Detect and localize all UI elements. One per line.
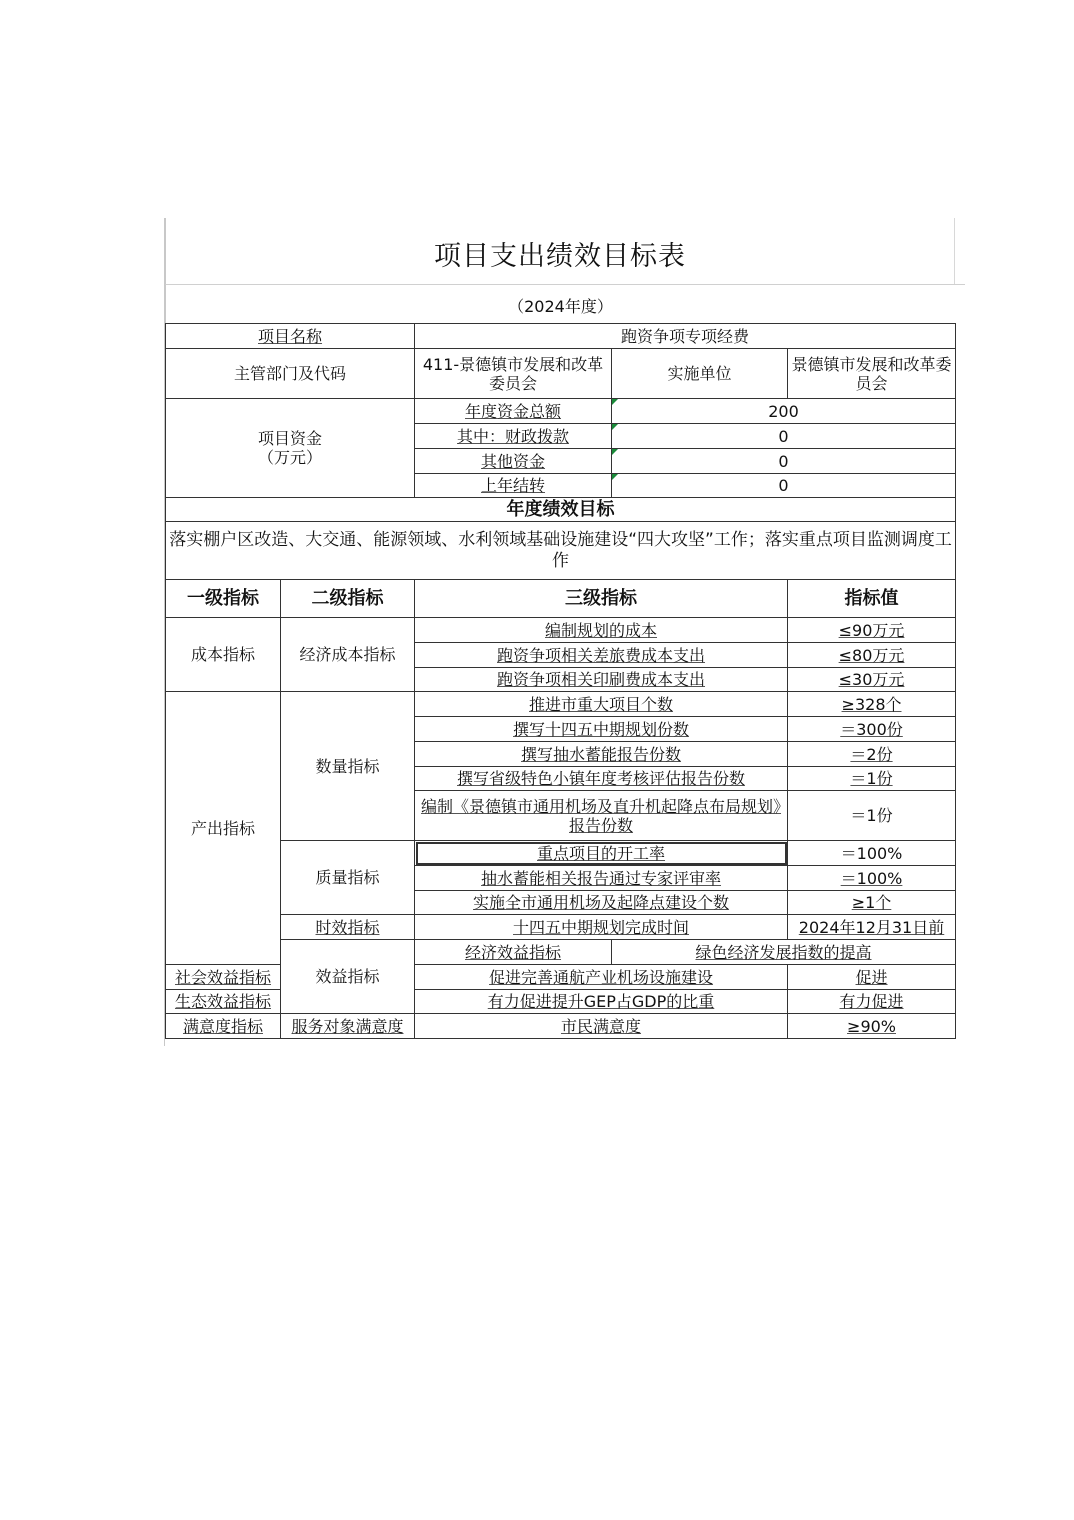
fund-row-value[interactable]: 0: [612, 474, 956, 498]
indicator-value[interactable]: 促进: [788, 965, 956, 990]
level1-cost: 成本指标: [166, 618, 281, 692]
header-level2: 二级指标: [281, 580, 415, 618]
header-value: 指标值: [788, 580, 956, 618]
level2-social-benefit: 社会效益指标: [166, 965, 281, 990]
fund-row-value[interactable]: 0: [612, 424, 956, 449]
indicator-value[interactable]: ≤80万元: [788, 643, 956, 668]
indicator-value[interactable]: ≤90万元: [788, 618, 956, 643]
header-level1: 一级指标: [166, 580, 281, 618]
indicator-name[interactable]: 市民满意度: [415, 1014, 788, 1039]
fund-row-value[interactable]: 200: [612, 399, 956, 424]
indicator-value[interactable]: ≥90%: [788, 1014, 956, 1039]
level1-satisfaction: 满意度指标: [166, 1014, 281, 1039]
header-level3: 三级指标: [415, 580, 788, 618]
target-table: [165, 323, 956, 1039]
indicator-value[interactable]: ＝1份: [788, 791, 956, 841]
sheet-right-gridline: [955, 284, 965, 285]
indicator-name-selected-cell[interactable]: 重点项目的开工率: [415, 841, 788, 866]
title-area: [165, 218, 955, 284]
funds-label-line1: 项目资金: [258, 429, 323, 448]
indicator-name[interactable]: 促进完善通航产业机场设施建设: [415, 965, 788, 990]
indicator-name[interactable]: 抽水蓄能相关报告通过专家评审率: [415, 866, 788, 891]
annual-goal-heading: 年度绩效目标: [166, 498, 956, 522]
project-name-value[interactable]: 跑资争项专项经费: [415, 324, 956, 349]
funds-label-line2: （万元）: [258, 448, 323, 467]
indicator-name[interactable]: 有力促进提升GEP占GDP的比重: [415, 990, 788, 1014]
level1-output: 产出指标: [166, 692, 281, 965]
indicator-value[interactable]: ＝100%: [788, 866, 956, 891]
indicator-name[interactable]: 撰写省级特色小镇年度考核评估报告份数: [415, 767, 788, 791]
impl-unit-label: 实施单位: [612, 349, 788, 399]
project-name-label: 项目名称: [166, 324, 415, 349]
indicator-name[interactable]: 跑资争项相关印刷费成本支出: [415, 668, 788, 692]
indicator-value[interactable]: ＝100%: [788, 841, 956, 866]
fund-row-label: 年度资金总额: [415, 399, 612, 424]
year-label: （2024年度）: [508, 297, 613, 316]
annual-goal-text[interactable]: 落实棚户区改造、大交通、能源领域、水利领域基础设施建设“四大攻坚”工作；落实重点项目监测调度工作: [166, 522, 956, 580]
year-area: [165, 284, 955, 323]
indicator-value[interactable]: ≤30万元: [788, 668, 956, 692]
level2-economic-benefit: 经济效益指标: [415, 940, 612, 965]
level1-benefit: 效益指标: [281, 940, 415, 1014]
level2-quality: 质量指标: [281, 841, 415, 915]
funds-label: [166, 399, 415, 498]
indicator-name[interactable]: 撰写十四五中期规划份数: [415, 717, 788, 742]
indicator-value[interactable]: 2024年12月31日前: [788, 915, 956, 940]
page-title: 项目支出绩效目标表: [434, 241, 686, 272]
fund-row-label: 其中：财政拨款: [415, 424, 612, 449]
indicator-value[interactable]: ≥1个: [788, 891, 956, 915]
dept-value[interactable]: 411-景德镇市发展和改革委员会: [415, 349, 612, 399]
fund-row-label: 其他资金: [415, 449, 612, 474]
level2-economic-cost: 经济成本指标: [281, 618, 415, 692]
performance-target-sheet: [165, 218, 955, 1039]
indicator-value[interactable]: ＝1份: [788, 767, 956, 791]
indicator-name[interactable]: 十四五中期规划完成时间: [415, 915, 788, 940]
indicator-name[interactable]: 编制《景德镇市通用机场及直升机起降点布局规划》报告份数: [415, 791, 788, 841]
level2-quantity: 数量指标: [281, 692, 415, 841]
indicator-value[interactable]: ≥328个: [788, 692, 956, 717]
fund-row-label: 上年结转: [415, 474, 612, 498]
level2-ecological-benefit: 生态效益指标: [166, 990, 281, 1014]
indicator-name[interactable]: 编制规划的成本: [415, 618, 788, 643]
indicator-name[interactable]: 绿色经济发展指数的提高: [612, 940, 956, 965]
indicator-value[interactable]: ＝2份: [788, 742, 956, 767]
indicator-value[interactable]: 有力促进: [788, 990, 956, 1014]
level2-service-satisfaction: 服务对象满意度: [281, 1014, 415, 1039]
level2-timeliness: 时效指标: [281, 915, 415, 940]
indicator-name[interactable]: 实施全市通用机场及起降点建设个数: [415, 891, 788, 915]
indicator-name[interactable]: 撰写抽水蓄能报告份数: [415, 742, 788, 767]
indicator-name[interactable]: 推进市重大项目个数: [415, 692, 788, 717]
dept-label: 主管部门及代码: [166, 349, 415, 399]
impl-unit-value[interactable]: 景德镇市发展和改革委员会: [788, 349, 956, 399]
indicator-name[interactable]: 跑资争项相关差旅费成本支出: [415, 643, 788, 668]
fund-row-value[interactable]: 0: [612, 449, 956, 474]
indicator-value[interactable]: ＝300份: [788, 717, 956, 742]
